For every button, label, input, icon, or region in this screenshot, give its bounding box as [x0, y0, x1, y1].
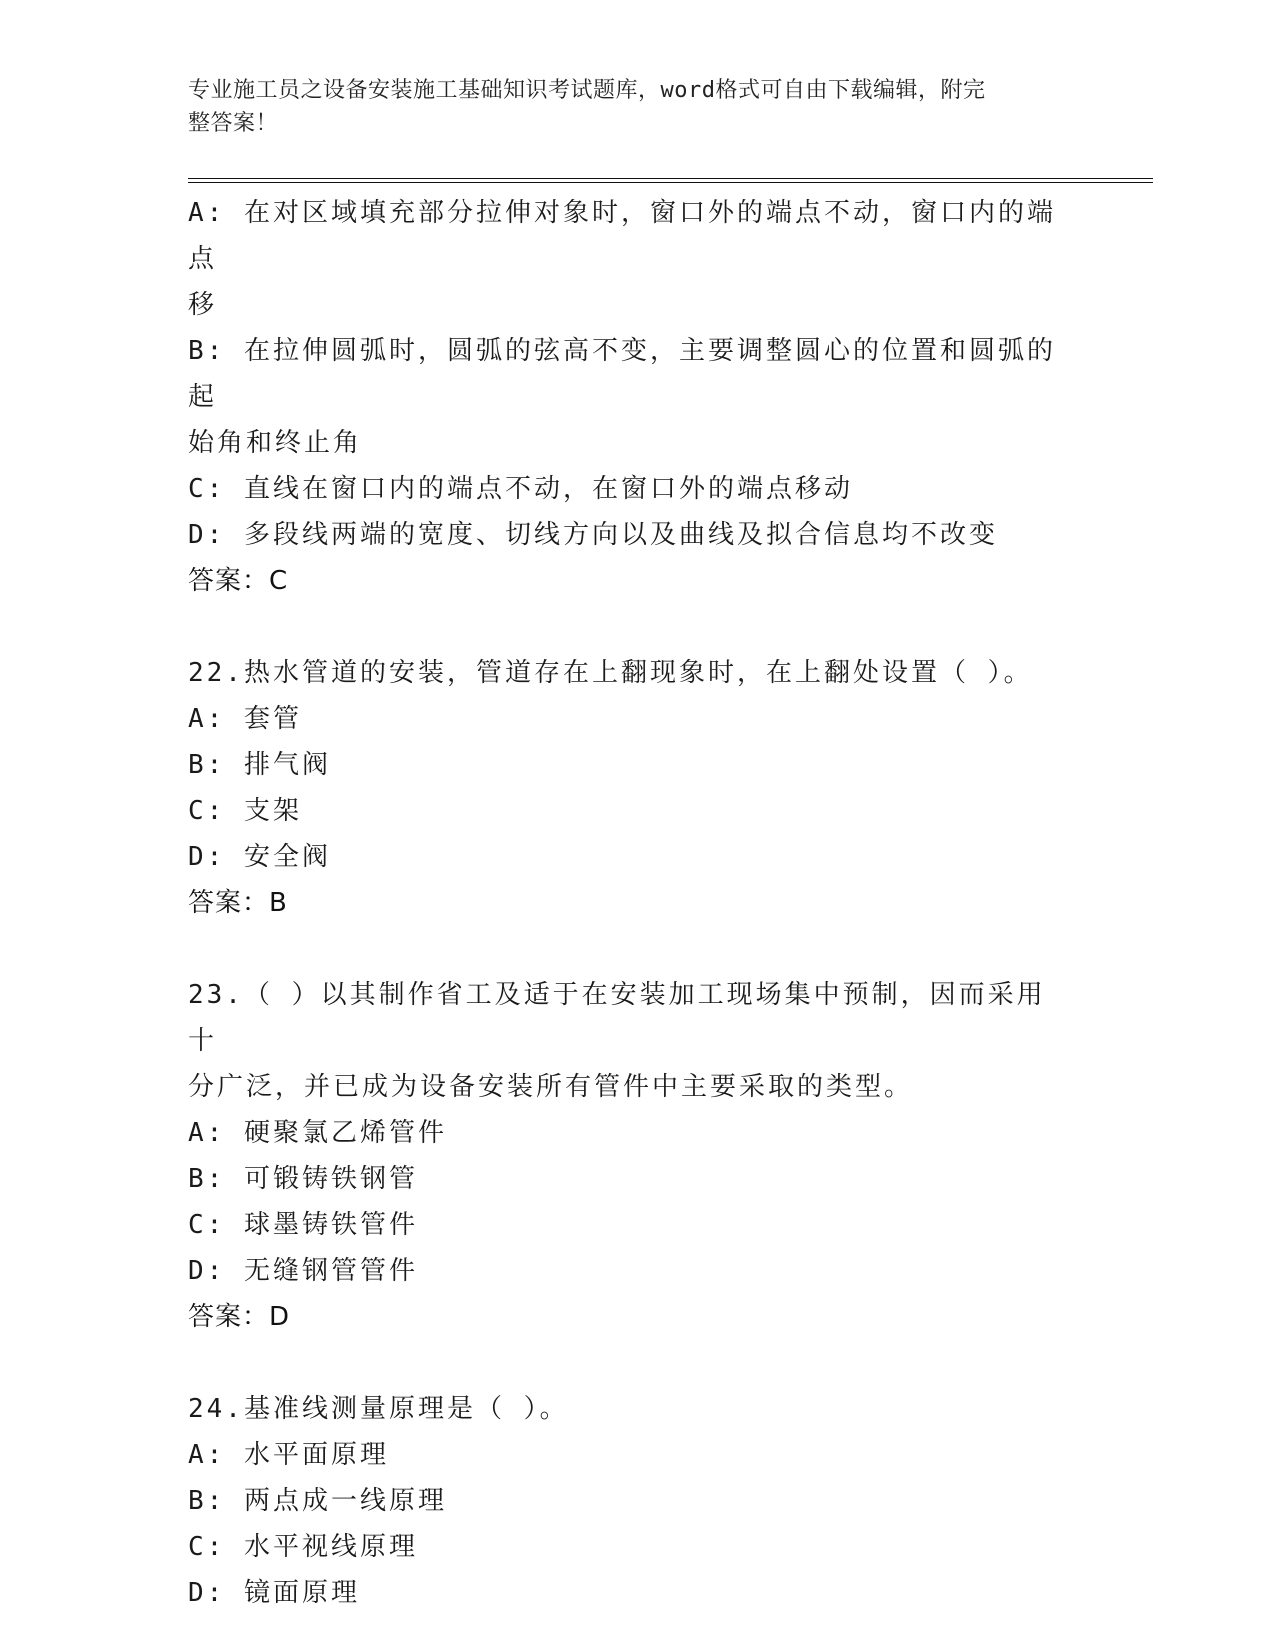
q23-option-a: A: 硬聚氯乙烯管件 [188, 1118, 447, 1148]
question-list [188, 190, 1068, 1616]
document-header [188, 74, 1068, 140]
header-divider [188, 178, 1153, 183]
spacer [188, 1340, 1068, 1386]
q23-answer: 答案：D [188, 1302, 291, 1332]
q23-stem-line-1: 23.（ ）以其制作省工及适于在安装加工现场集中预制，因而采用十 [188, 980, 1046, 1056]
question-22 [188, 650, 1068, 926]
q22-option-b: B: 排气阀 [188, 750, 331, 780]
question-24 [188, 1386, 1068, 1616]
q23-option-c: C: 球墨铸铁管件 [188, 1210, 418, 1240]
q22-answer: 答案：B [188, 888, 288, 918]
spacer [188, 604, 1068, 650]
q23-option-b: B: 可锻铸铁钢管 [188, 1164, 418, 1194]
q21-option-a-line-2: 移 [188, 290, 218, 320]
spacer [188, 926, 1068, 972]
header-line-1: 专业施工员之设备安装施工基础知识考试题库，word格式可自由下载编辑，附完 [188, 78, 986, 103]
question-23 [188, 972, 1068, 1340]
q24-option-d: D: 镜面原理 [188, 1578, 360, 1608]
q22-option-c: C: 支架 [188, 796, 302, 826]
q22-option-a: A: 套管 [188, 704, 302, 734]
q21-answer: 答案：C [188, 566, 289, 596]
q21-option-d: D: 多段线两端的宽度、切线方向以及曲线及拟合信息均不改变 [188, 520, 998, 550]
q24-option-c: C: 水平视线原理 [188, 1532, 418, 1562]
q23-stem-line-2: 分广泛，并已成为设备安装所有管件中主要采取的类型。 [188, 1072, 914, 1102]
q22-option-d: D: 安全阀 [188, 842, 331, 872]
q21-option-b-line-2: 始角和终止角 [188, 428, 363, 458]
q24-stem: 24.基准线测量原理是（ ）。 [188, 1394, 569, 1424]
q21-option-a-line-1: A: 在对区域填充部分拉伸对象时，窗口外的端点不动，窗口内的端点 [188, 198, 1056, 274]
q22-stem: 22.热水管道的安装，管道存在上翻现象时，在上翻处设置（ ）。 [188, 658, 1033, 688]
q21-option-c: C: 直线在窗口内的端点不动，在窗口外的端点移动 [188, 474, 853, 504]
q24-option-a: A: 水平面原理 [188, 1440, 389, 1470]
header-line-2: 整答案！ [188, 111, 279, 136]
question-21-options [188, 190, 1068, 604]
q24-option-b: B: 两点成一线原理 [188, 1486, 447, 1516]
q23-option-d: D: 无缝钢管管件 [188, 1256, 418, 1286]
q21-option-b-line-1: B: 在拉伸圆弧时，圆弧的弦高不变，主要调整圆心的位置和圆弧的起 [188, 336, 1056, 412]
